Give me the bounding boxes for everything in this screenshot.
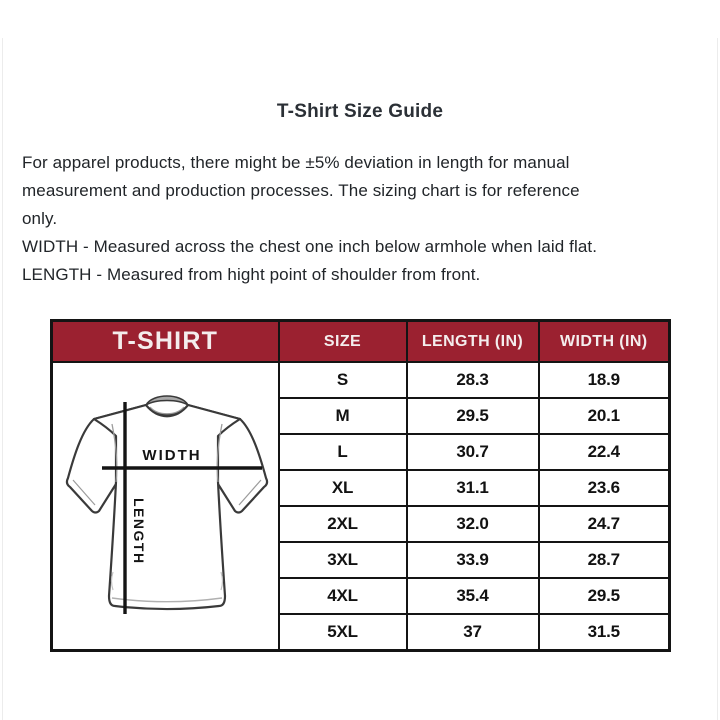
tshirt-illustration-cell [52, 362, 279, 651]
width-cell: 24.7 [539, 506, 670, 542]
header-row [52, 321, 670, 363]
width-cell: 28.7 [539, 542, 670, 578]
size-guide-description [22, 149, 712, 289]
length-cell: 35.4 [407, 578, 539, 614]
column-header-width: WIDTH (IN) [539, 321, 670, 363]
tshirt-illustration [54, 372, 276, 640]
table-row [52, 362, 670, 398]
width-cell: 20.1 [539, 398, 670, 434]
size-cell: 3XL [279, 542, 407, 578]
size-cell: M [279, 398, 407, 434]
width-cell: 29.5 [539, 578, 670, 614]
length-definition-line: LENGTH - Measured from hight point of shoulder from front. [22, 265, 481, 284]
length-cell: 37 [407, 614, 539, 651]
size-cell: 2XL [279, 506, 407, 542]
page-title: T-Shirt Size Guide [276, 100, 444, 122]
length-cell: 29.5 [407, 398, 539, 434]
column-header-length: LENGTH (IN) [407, 321, 539, 363]
size-chart-table [50, 319, 671, 652]
length-cell: 30.7 [407, 434, 539, 470]
size-cell: XL [279, 470, 407, 506]
column-header-tshirt: T-SHIRT [52, 321, 279, 363]
width-cell: 18.9 [539, 362, 670, 398]
size-cell: S [279, 362, 407, 398]
size-cell: 4XL [279, 578, 407, 614]
page-right-edge [717, 38, 718, 720]
width-cell: 22.4 [539, 434, 670, 470]
width-definition-line: WIDTH - Measured across the chest one inch below armhole when laid flat. [22, 237, 598, 256]
column-header-size: SIZE [279, 321, 407, 363]
description-line: only. [22, 209, 58, 228]
width-cell: 23.6 [539, 470, 670, 506]
length-cell: 33.9 [407, 542, 539, 578]
size-cell: 5XL [279, 614, 407, 651]
width-label: WIDTH [142, 447, 202, 464]
description-line: For apparel products, there might be ±5% deviation in length for manual [22, 153, 570, 172]
length-label: LENGTH [131, 498, 148, 565]
page-left-edge [2, 38, 3, 720]
length-cell: 31.1 [407, 470, 539, 506]
length-cell: 28.3 [407, 362, 539, 398]
size-cell: L [279, 434, 407, 470]
description-line: measurement and production processes. The sizing chart is for reference [22, 181, 580, 200]
length-cell: 32.0 [407, 506, 539, 542]
width-cell: 31.5 [539, 614, 670, 651]
